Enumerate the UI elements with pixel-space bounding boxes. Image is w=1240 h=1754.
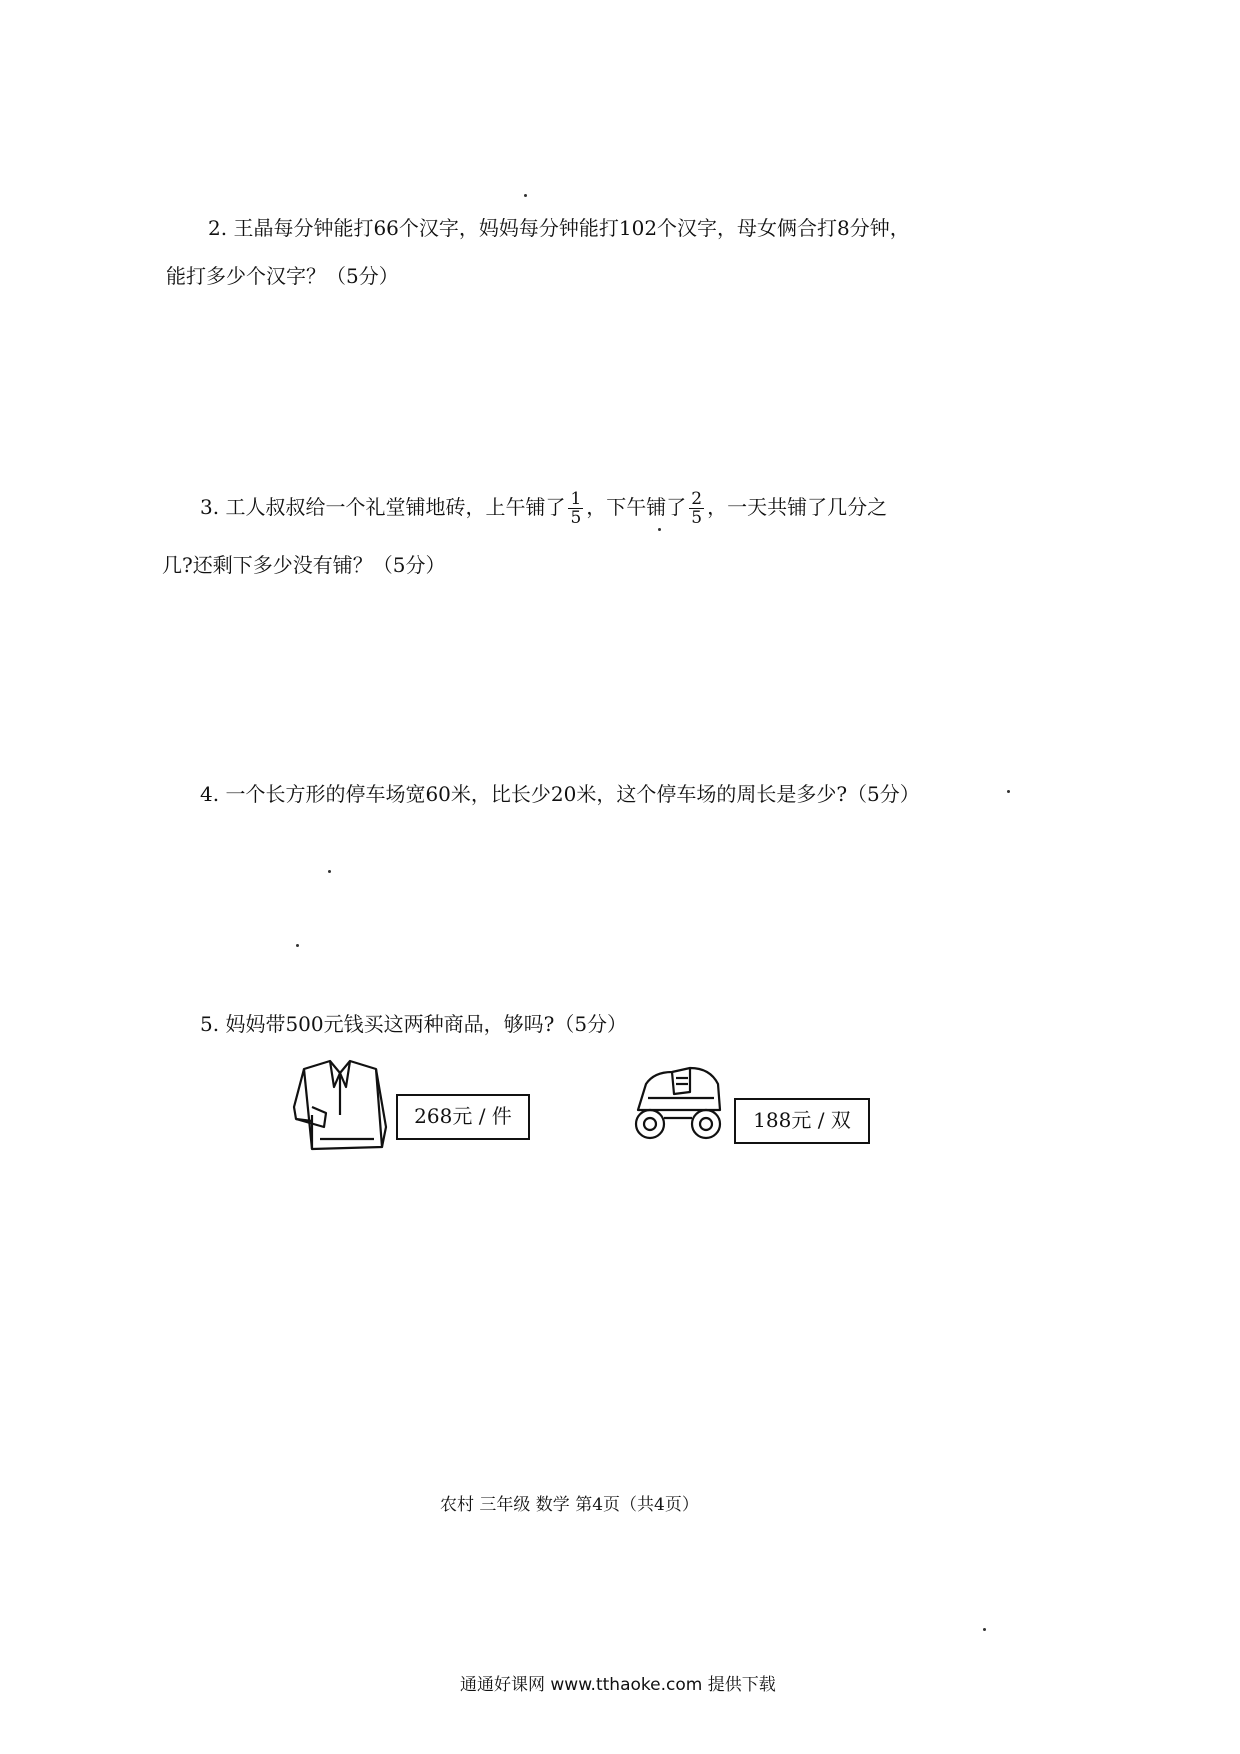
scan-speck: [658, 528, 661, 531]
scan-speck: [983, 1628, 986, 1631]
question-5-line-1: 5. 妈妈带500元钱买这两种商品，够吗?（5分）: [200, 1012, 628, 1036]
fraction-numerator: 2: [691, 489, 703, 509]
scan-speck: [328, 870, 331, 873]
scan-speck: [296, 944, 299, 947]
question-3-text-b: ，下午铺了: [586, 495, 687, 519]
question-3-line-2: 几?还剩下多少没有铺？（5分）: [162, 553, 446, 577]
scan-speck: [524, 194, 527, 197]
page-footer: 农村 三年级 数学 第4页（共4页）: [440, 1495, 699, 1515]
fraction-two-fifths: [689, 490, 704, 527]
scan-speck: [1007, 790, 1010, 793]
question-4-line-1: 4. 一个长方形的停车场宽60米，比长少20米，这个停车场的周长是多少?（5分）: [200, 782, 920, 806]
fraction-denominator: 5: [691, 508, 703, 528]
question-3-text-c: ，一天共铺了几分之: [707, 495, 888, 519]
download-credit: 通通好课网 www.tthaoke.com 提供下载: [460, 1675, 776, 1695]
question-3-text-a: 3. 工人叔叔给一个礼堂铺地砖，上午铺了: [200, 495, 566, 519]
question-2-line-1: 2. 王晶每分钟能打66个汉字，妈妈每分钟能打102个汉字，母女俩合打8分钟，: [208, 216, 910, 240]
shirt-price-tag: 268元 / 件: [396, 1094, 530, 1140]
question-2-line-2: 能打多少个汉字？（5分）: [166, 264, 399, 288]
shirt-icon: [290, 1057, 390, 1157]
question-3-line-1: [200, 490, 887, 527]
shoe-price-tag: 188元 / 双: [734, 1098, 870, 1144]
fraction-numerator: 1: [570, 489, 582, 509]
fraction-one-fifth: [568, 490, 583, 527]
shoe-icon: [628, 1058, 728, 1148]
fraction-denominator: 5: [570, 508, 582, 528]
